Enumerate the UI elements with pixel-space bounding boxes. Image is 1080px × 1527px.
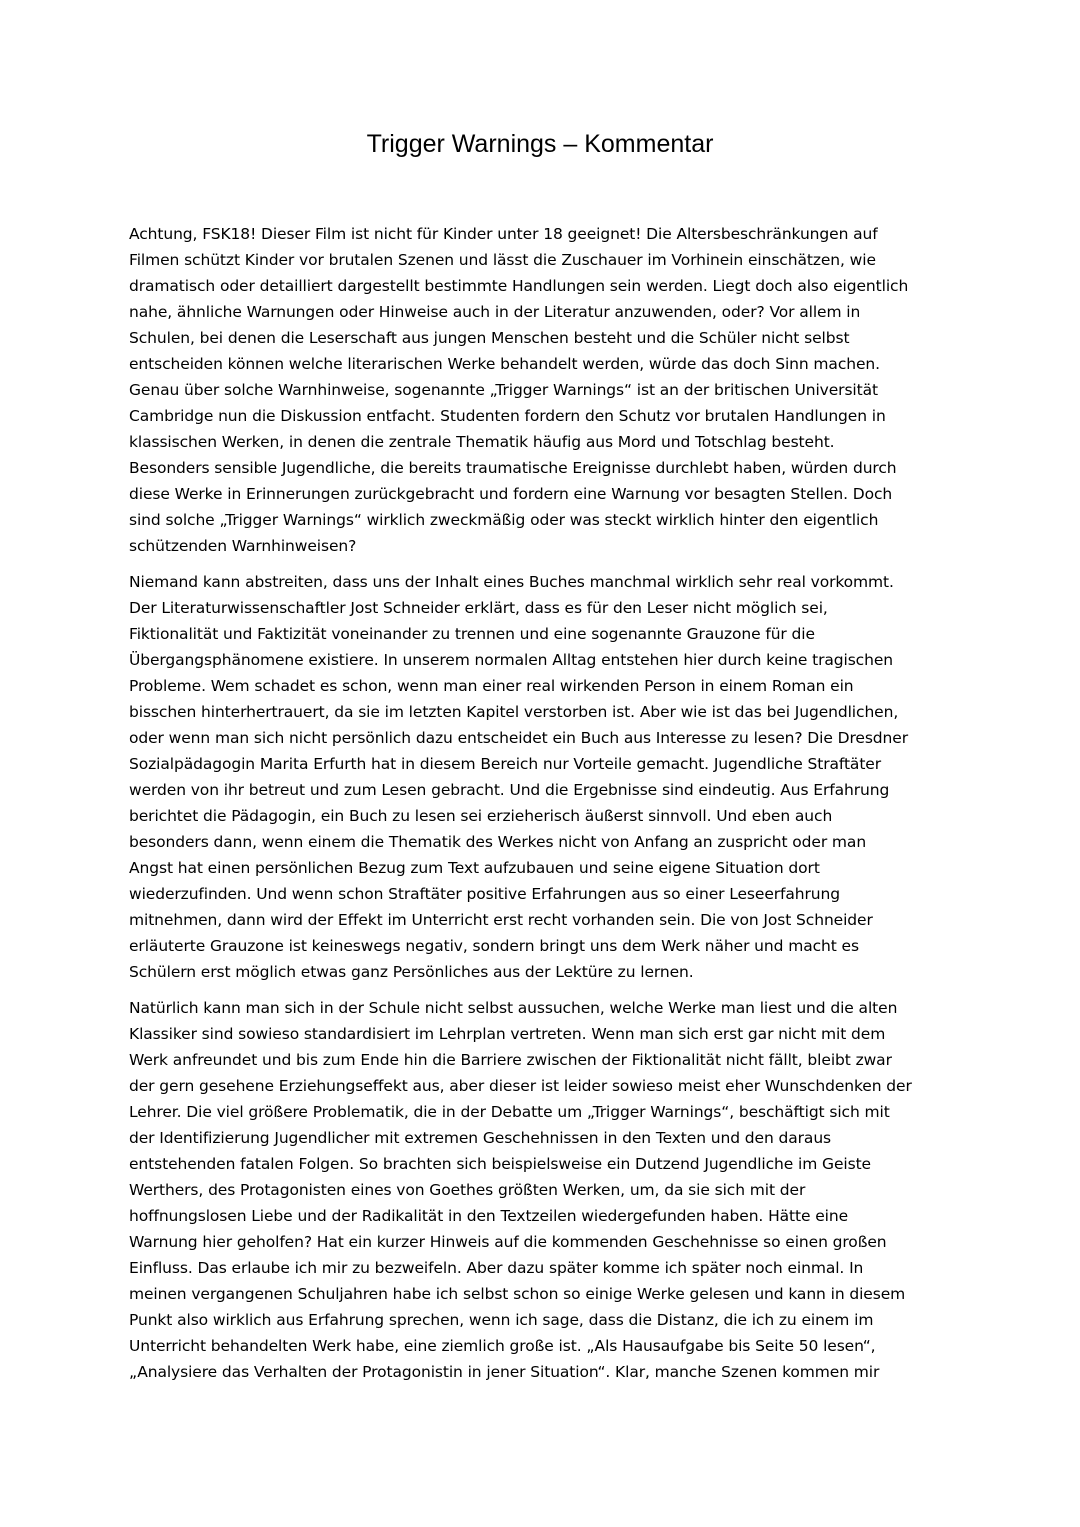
text-line: nahe, ähnliche Warnungen oder Hinweise auch in der Literatur anzuwenden, oder? Vor allem in (129, 303, 861, 321)
text-line: Natürlich kann man sich in der Schule nicht selbst aussuchen, welche Werke man liest und die alten (129, 999, 898, 1017)
text-line: Filmen schützt Kinder vor brutalen Szenen und lässt die Zuschauer im Vorhinein einschätzen, wie (129, 251, 876, 269)
text-line: Achtung, FSK18! Dieser Film ist nicht für Kinder unter 18 geeignet! Die Altersbeschränkungen auf (129, 225, 878, 243)
text-line: wiederzufinden. Und wenn schon Straftäter positive Erfahrungen aus so einer Leseerfahrung (129, 885, 840, 903)
text-line: Besonders sensible Jugendliche, die bereits traumatische Ereignisse durchlebt haben, würden durch (129, 459, 897, 477)
text-line: Werk anfreundet und bis zum Ende hin die Barriere zwischen der Fiktionalität nicht fällt, bleibt zwar (129, 1051, 892, 1069)
text-line: Einfluss. Das erlaube ich mir zu bezweifeln. Aber dazu später komme ich später noch einmal. In (129, 1259, 864, 1277)
text-line: Klassiker sind sowieso standardisiert im Lehrplan vertreten. Wenn man sich erst gar nicht mit dem (129, 1025, 886, 1043)
paragraph-3 (129, 995, 955, 1385)
text-line: Probleme. Wem schadet es schon, wenn man einer real wirkenden Person in einem Roman ein (129, 677, 854, 695)
page-title: Trigger Warnings – Kommentar (366, 130, 714, 158)
text-line: Der Literaturwissenschaftler Jost Schneider erklärt, dass es für den Leser nicht möglich sei, (129, 599, 828, 617)
text-line: Lehrer. Die viel größere Problematik, die in der Debatte um „Trigger Warnings“, beschäftigt sich mit (129, 1103, 890, 1121)
text-line: Niemand kann abstreiten, dass uns der Inhalt eines Buches manchmal wirklich sehr real vorkommt. (129, 573, 894, 591)
text-line: Angst hat einen persönlichen Bezug zum Text aufzubauen und seine eigene Situation dort (129, 859, 820, 877)
text-line: werden von ihr betreut und zum Lesen gebracht. Und die Ergebnisse sind eindeutig. Aus Erfahrung (129, 781, 890, 799)
text-line: Genau über solche Warnhinweise, sogenannte „Trigger Warnings“ ist an der britischen Universität (129, 381, 878, 399)
text-line: Schülern erst möglich etwas ganz Persönliches aus der Lektüre zu lernen. (129, 963, 694, 981)
text-line: dramatisch oder detailliert dargestellt bestimmte Handlungen sein werden. Liegt doch also eigentlich (129, 277, 909, 295)
text-line: Warnung hier geholfen? Hat ein kurzer Hinweis auf die kommenden Geschehnisse so einen großen (129, 1233, 887, 1251)
text-line: meinen vergangenen Schuljahren habe ich selbst schon so einige Werke gelesen und kann in diesem (129, 1285, 906, 1303)
text-line: Cambridge nun die Diskussion entfacht. Studenten fordern den Schutz vor brutalen Handlungen in (129, 407, 886, 425)
paragraph-1 (129, 221, 955, 559)
text-line: Schulen, bei denen die Leserschaft aus jungen Menschen besteht und die Schüler nicht selbst (129, 329, 850, 347)
paragraph-2 (129, 569, 955, 985)
text-line: diese Werke in Erinnerungen zurückgebracht und fordern eine Warnung vor besagten Stellen. Doch (129, 485, 893, 503)
text-line: sind solche „Trigger Warnings“ wirklich zweckmäßig oder was steckt wirklich hinter den eigentlich (129, 511, 879, 529)
text-line: Übergangsphänomene existiere. In unserem normalen Alltag entstehen hier durch keine tragischen (129, 651, 893, 669)
text-line: hoffnungslosen Liebe und der Radikalität in den Textzeilen wiedergefunden haben. Hätte eine (129, 1207, 849, 1225)
text-line: bisschen hinterhertrauert, da sie im letzten Kapitel verstorben ist. Aber wie ist das bei Jugendlichen, (129, 703, 899, 721)
text-line: Fiktionalität und Faktizität voneinander zu trennen und eine sogenannte Grauzone für die (129, 625, 815, 643)
text-line: oder wenn man sich nicht persönlich dazu entscheidet ein Buch aus Interesse zu lesen? Die Dresdner (129, 729, 908, 747)
text-line: entscheiden können welche literarischen Werke behandelt werden, würde das doch Sinn machen. (129, 355, 880, 373)
text-line: der Identifizierung Jugendlicher mit extremen Geschehnissen in den Texten und den daraus (129, 1129, 832, 1147)
text-line: Unterricht behandelten Werk habe, eine ziemlich große ist. „Als Hausaufgabe bis Seite 50 lesen“, (129, 1337, 876, 1355)
text-line: entstehenden fatalen Folgen. So brachten sich beispielsweise ein Dutzend Jugendliche im Geiste (129, 1155, 871, 1173)
text-line: besonders dann, wenn einem die Thematik des Werkes nicht von Anfang an zuspricht oder man (129, 833, 867, 851)
text-line: berichtet die Pädagogin, ein Buch zu lesen sei erzieherisch äußerst sinnvoll. Und eben auch (129, 807, 833, 825)
text-line: Punkt also wirklich aus Erfahrung sprechen, wenn ich sage, dass die Distanz, die ich zu einem im (129, 1311, 874, 1329)
document-body (129, 221, 955, 1395)
text-line: klassischen Werken, in denen die zentrale Thematik häufig aus Mord und Totschlag besteht. (129, 433, 835, 451)
text-line: mitnehmen, dann wird der Effekt im Unterricht erst recht vorhanden sein. Die von Jost Schneider (129, 911, 873, 929)
text-line: der gern gesehene Erziehungseffekt aus, aber dieser ist leider sowieso meist eher Wunschdenken der (129, 1077, 912, 1095)
text-line: schützenden Warnhinweisen? (129, 537, 357, 555)
text-line: Sozialpädagogin Marita Erfurth hat in diesem Bereich nur Vorteile gemacht. Jugendliche Straftäter (129, 755, 882, 773)
text-line: erläuterte Grauzone ist keineswegs negativ, sondern bringt uns dem Werk näher und macht es (129, 937, 859, 955)
text-line: Werthers, des Protagonisten eines von Goethes größten Werken, um, da sie sich mit der (129, 1181, 806, 1199)
text-line: „Analysiere das Verhalten der Protagonistin in jener Situation“. Klar, manche Szenen kommen mir (129, 1363, 880, 1381)
